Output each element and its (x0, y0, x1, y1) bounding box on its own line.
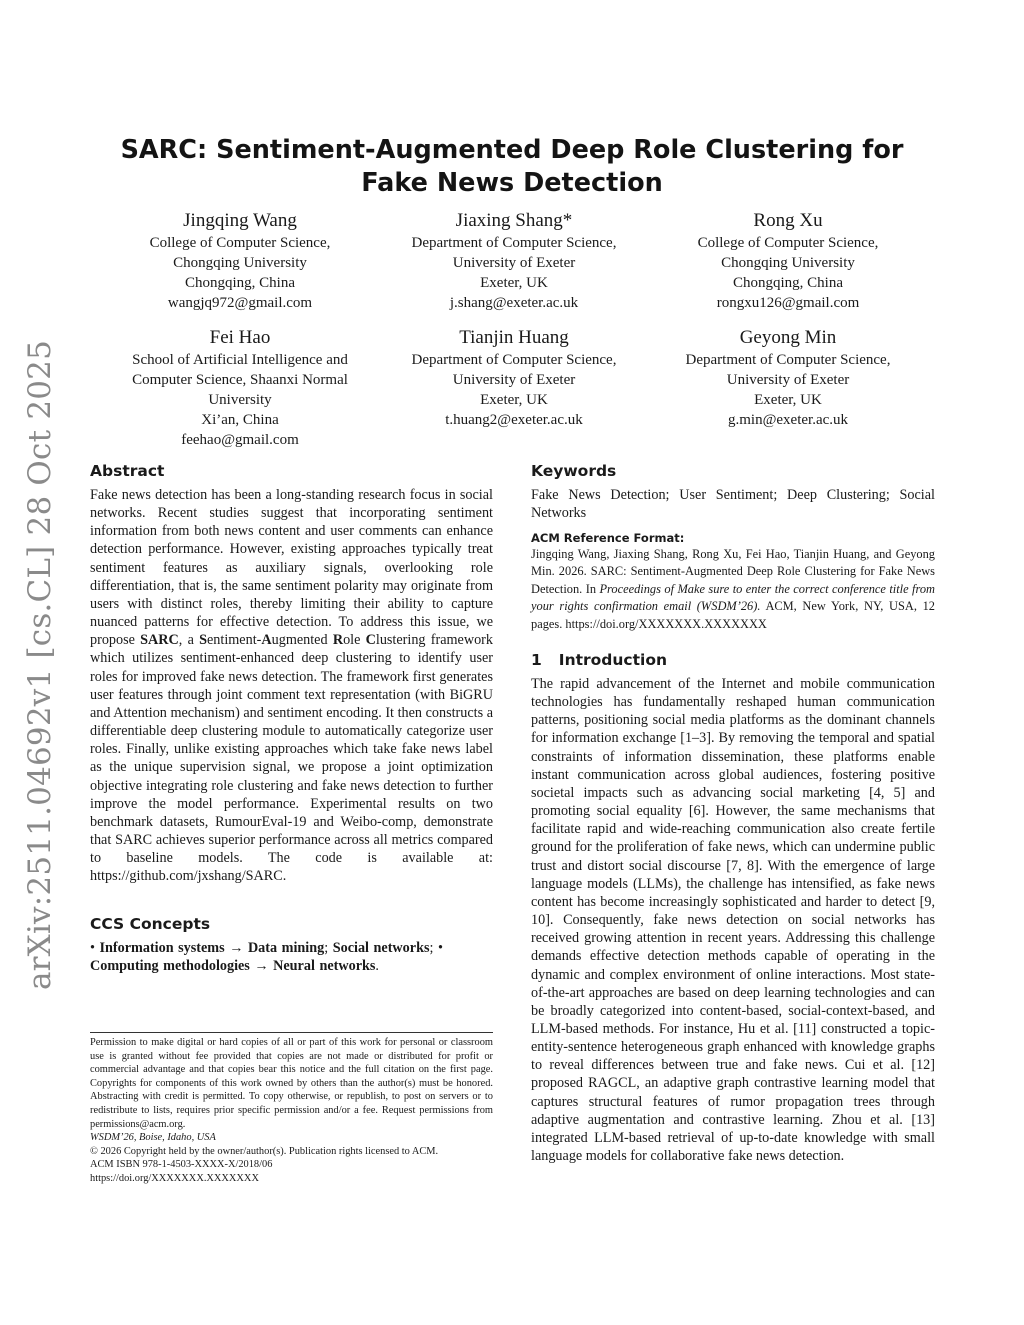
copyright-footnote (90, 1036, 493, 1186)
acm-reference-venue: Proceedings of Make sure to enter the correct conference title from your rights confirmation email (WSDM’26). (531, 581, 935, 614)
author-block (374, 209, 654, 313)
author-email[interactable]: j.shang@exeter.ac.uk (449, 295, 579, 311)
author-affiliation: Department of Computer Science, (685, 352, 891, 368)
author-email[interactable]: g.min@exeter.ac.uk (727, 412, 849, 428)
footnote-rule (90, 1032, 493, 1033)
author-email[interactable]: rongxu126@gmail.com (716, 295, 860, 311)
introduction-section (531, 650, 935, 1165)
author-affiliation: Department of Computer Science, (411, 352, 617, 368)
introduction-heading (531, 650, 935, 670)
paper-title: SARC: Sentiment-Augmented Deep Role Clustering for Fake News Detection (120, 135, 904, 198)
abstract-text-part: Fake news detection has been a long-standing research focus in social networks. Recent studies suggest that incorporating sentiment information from both news content and user comments can enhance detection performance. However, existing approaches typically treat sentiment features as auxiliary signals, overlooking role differentiation, that is, the same sentiment polarity may originate from users with distinct roles, thereby limiting their ability to capture nuanced patterns for effective detection. To address this issue, we propose (90, 487, 493, 649)
separator: ; (324, 940, 329, 956)
author-block (374, 326, 654, 430)
acronym-word-rest: ugmented (271, 632, 333, 649)
section-title: Introduction (558, 651, 668, 669)
author-affiliation: School of Artificial Intelligence and (132, 352, 348, 368)
ccs-concept: Data mining (247, 940, 325, 956)
author-name: Tianjin Huang (459, 327, 569, 348)
acm-reference-text (531, 546, 935, 633)
bullet: • (90, 940, 95, 956)
author-block (100, 326, 380, 450)
period: . (375, 958, 379, 975)
ccs-concept: Computing methodologies (90, 958, 250, 975)
abstract-text-part: , a (178, 632, 200, 649)
ccs-concepts-section (90, 914, 493, 975)
author-affiliation: Computer Science, Shaanxi Normal (132, 372, 348, 388)
author-email[interactable]: wangjq972@gmail.com (167, 295, 313, 311)
keywords-text: Fake News Detection; User Sentiment; Deep Clustering; Social Networks (531, 487, 935, 522)
bullet: • (437, 940, 443, 956)
doi-link[interactable]: https://doi.org/XXXXXXX.XXXXXXX (90, 1172, 259, 1184)
abstract-heading: Abstract (90, 462, 165, 480)
acronym-letter: C (365, 632, 376, 649)
acronym-word-rest: lustering (375, 632, 426, 649)
author-affiliation: College of Computer Science, (697, 235, 879, 251)
arrow-icon: → (229, 940, 244, 956)
author-location: Exeter, UK (754, 392, 822, 408)
author-name: Rong Xu (753, 210, 823, 231)
venue-text: WSDM’26, Boise, Idaho, USA (90, 1132, 216, 1144)
author-affiliation: Chongqing University (173, 255, 307, 271)
author-block (100, 209, 380, 313)
copyright-text: © 2026 Copyright held by the owner/author(s). Publication rights licensed to ACM. (90, 1145, 439, 1157)
author-block (648, 326, 928, 430)
arxiv-id-text[interactable]: arXiv:2511.04692v1 [cs.CL] 28 Oct 2025 (22, 339, 58, 991)
author-location: Chongqing, China (732, 275, 843, 291)
abstract-text (90, 486, 493, 885)
keywords-section (531, 461, 935, 522)
sarc-acronym: SARC (140, 632, 179, 649)
permission-text: Permission to make digital or hard copies of all or part of this work for personal or classroom use is granted without fee provided that copies are not made or distributed for profit or commercial advantage and that copies bear this notice and the full citation on the first page. Copyrights for components of this work owned by others than the author(s) must be honored. Abstracting with credit is permitted. To copy otherwise, or republish, to post on servers or to redistribute to lists, requires prior specific permission and/or a fee. Request permissions from permissions@acm.org. (90, 1037, 493, 1130)
author-email[interactable]: t.huang2@exeter.ac.uk (445, 412, 583, 428)
author-affiliation: University (208, 392, 272, 408)
acm-reference-section (531, 530, 935, 633)
ccs-heading: CCS Concepts (90, 915, 211, 933)
keywords-heading: Keywords (531, 462, 617, 480)
author-name: Jingqing Wang (183, 210, 297, 231)
acronym-word-rest: entiment- (207, 632, 262, 649)
author-affiliation: University of Exeter (726, 372, 850, 388)
arrow-icon: → (254, 958, 269, 975)
author-location: Xi’an, China (201, 412, 279, 428)
author-affiliation: Chongqing University (721, 255, 855, 271)
author-affiliation: University of Exeter (452, 255, 576, 271)
acronym-letter: S (199, 632, 207, 649)
author-affiliation: College of Computer Science, (149, 235, 331, 251)
acm-reference-part: Jingqing Wang, Jiaxing Shang, Rong Xu, Fei Hao, Tianjin Huang, and Geyong Min. 2026. SARC: Sentiment-Augmented Deep Role Clustering for Fake News Detection. In (531, 547, 935, 596)
ccs-concepts-text (90, 939, 493, 975)
acronym-letter: A (261, 632, 272, 649)
ccs-concept: Information systems (99, 940, 225, 956)
author-affiliation: University of Exeter (452, 372, 576, 388)
author-block (648, 209, 928, 313)
ccs-concept: Social networks (332, 940, 430, 956)
isbn-text: ACM ISBN 978-1-4503-XXXX-X/2018/06 (90, 1159, 273, 1171)
separator: ; (429, 940, 434, 956)
acm-reference-part: ACM, New York, NY, USA, 12 pages. https://doi.org/XXXXXXX.XXXXXXX (531, 599, 935, 631)
section-number: 1 (531, 651, 542, 669)
author-location: Exeter, UK (480, 275, 548, 291)
author-affiliation: Department of Computer Science, (411, 235, 617, 251)
abstract-section (90, 461, 493, 885)
author-name: Fei Hao (209, 327, 271, 348)
author-name: Jiaxing Shang* (455, 210, 573, 231)
author-email[interactable]: feehao@gmail.com (181, 432, 299, 448)
introduction-text: The rapid advancement of the Internet and mobile communication technologies has fundamentally reshaped human communication patterns, positioning social media platforms as the dominant channels for information exchange [1–3]. By removing the temporal and spatial constraints of information dissemination, these platforms enable instant communication across global audiences, fostering positive societal impacts such as advancing social marketing [4, 5] and promoting social equality [6]. However, the same mechanisms that facilitate rapid and wide-reaching communication also create fertile ground for the proliferation of fake news, which can undermine public trust and distort social discourse [7, 8]. With the emergence of large language models (LLMs), the challenge has intensified, as fake news content has become increasingly sophisticated and harder to detect [9, 10]. Consequently, fake news detection on social networks has received growing attention in recent years. Addressing this challenge demands effective detection methods capable of operating in the dynamic and complex environment of online interactions. Most state-of-the-art approaches are based on deep learning technologies and can be broadly categorized into content-based, social-context-based, and LLM-based methods. For instance, Hu et al. [11] constructed a topic-entity-sentence heterogeneous graph enhanced with knowledge graphs to reveal differences between true and fake news. Cui et al. [12] proposed RAGCL, an adaptive graph contrastive learning model that captures structural features of rumor propagation trees through adaptive augmentation and contrastive learning. Zhou et al. [13] integrated LLM-based retrieval of up-to-date knowledge with small language models for collaborative fake news detection. (531, 676, 935, 1165)
acronym-word-rest: ole (343, 632, 366, 649)
author-location: Exeter, UK (480, 392, 548, 408)
arxiv-identifier-stamp (10, 339, 70, 991)
author-location: Chongqing, China (184, 275, 295, 291)
ccs-concept: Neural networks (273, 958, 376, 975)
abstract-text-part: framework which utilizes sentiment-enhanced deep clustering to identify user roles for improved fake news detection. The framework first generates user features through joint comment text representation (with BiGRU and Attention mechanism) and sentiment encoding. It then constructs a differentiable deep clustering module to automatically categorize user roles. Finally, unlike existing approaches which take fake news label as the unique supervision signal, we propose a joint optimization objective integrating role clustering and fake news detection to further improve the model performance. Experimental results on two benchmark datasets, RumourEval-19 and Weibo-comp, demonstrate that SARC achieves superior performance across all metrics compared to baseline models. The code is available at: https://github.com/jxshang/SARC. (90, 632, 493, 885)
author-name: Geyong Min (739, 327, 837, 348)
acm-reference-heading: ACM Reference Format: (531, 531, 685, 545)
acronym-letter: R (332, 632, 344, 649)
